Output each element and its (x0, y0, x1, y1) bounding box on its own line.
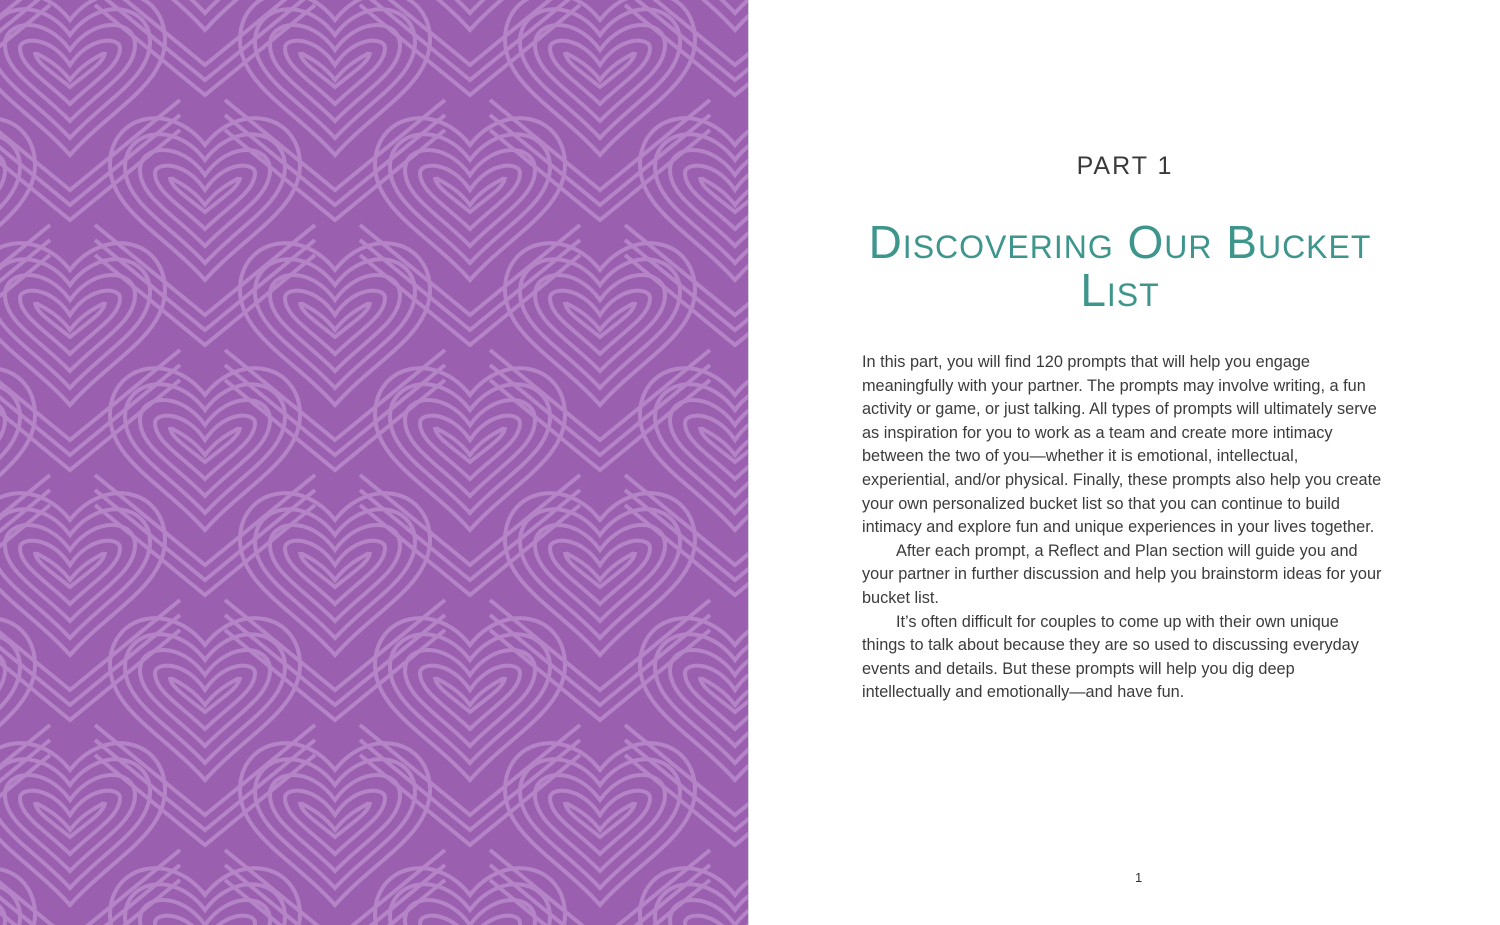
chapter-title: Discovering Our Bucket List (868, 216, 1372, 316)
paragraph-intro: In this part, you will find 120 prompts that will help you engage meaningfully with your partner. The prompts may involve writing, a fun activity or game, or just talking. All types of prompts will ultimately serve as inspiration for you to work as a team and create more intimacy between the two of you—whether it is emotional, intellectual, experiential, and/or physical. Finally, these prompts also help you create your own personalized bucket list so that you can continue to build intimacy and explore fun and unique experiences in your lives together. (862, 353, 1382, 537)
interlocking-heart-pattern (0, 0, 748, 925)
page-number: 1 (1135, 870, 1143, 885)
paragraph-difficulty: It’s often difficult for couples to come up with their own unique things to talk about because they are so used to discussing everyday events and details. But these prompts will help you dig deep intellectually and emotionally—and have fun. (862, 612, 1359, 702)
paragraph-reflect-plan: After each prompt, a Reflect and Plan section will guide you and your partner in further discussion and help you brainstorm ideas for your bucket list. (862, 541, 1382, 607)
right-page (748, 0, 1500, 925)
part-label: PART 1 (1076, 152, 1174, 180)
body-text (862, 351, 1382, 705)
left-page-pattern (0, 0, 748, 925)
